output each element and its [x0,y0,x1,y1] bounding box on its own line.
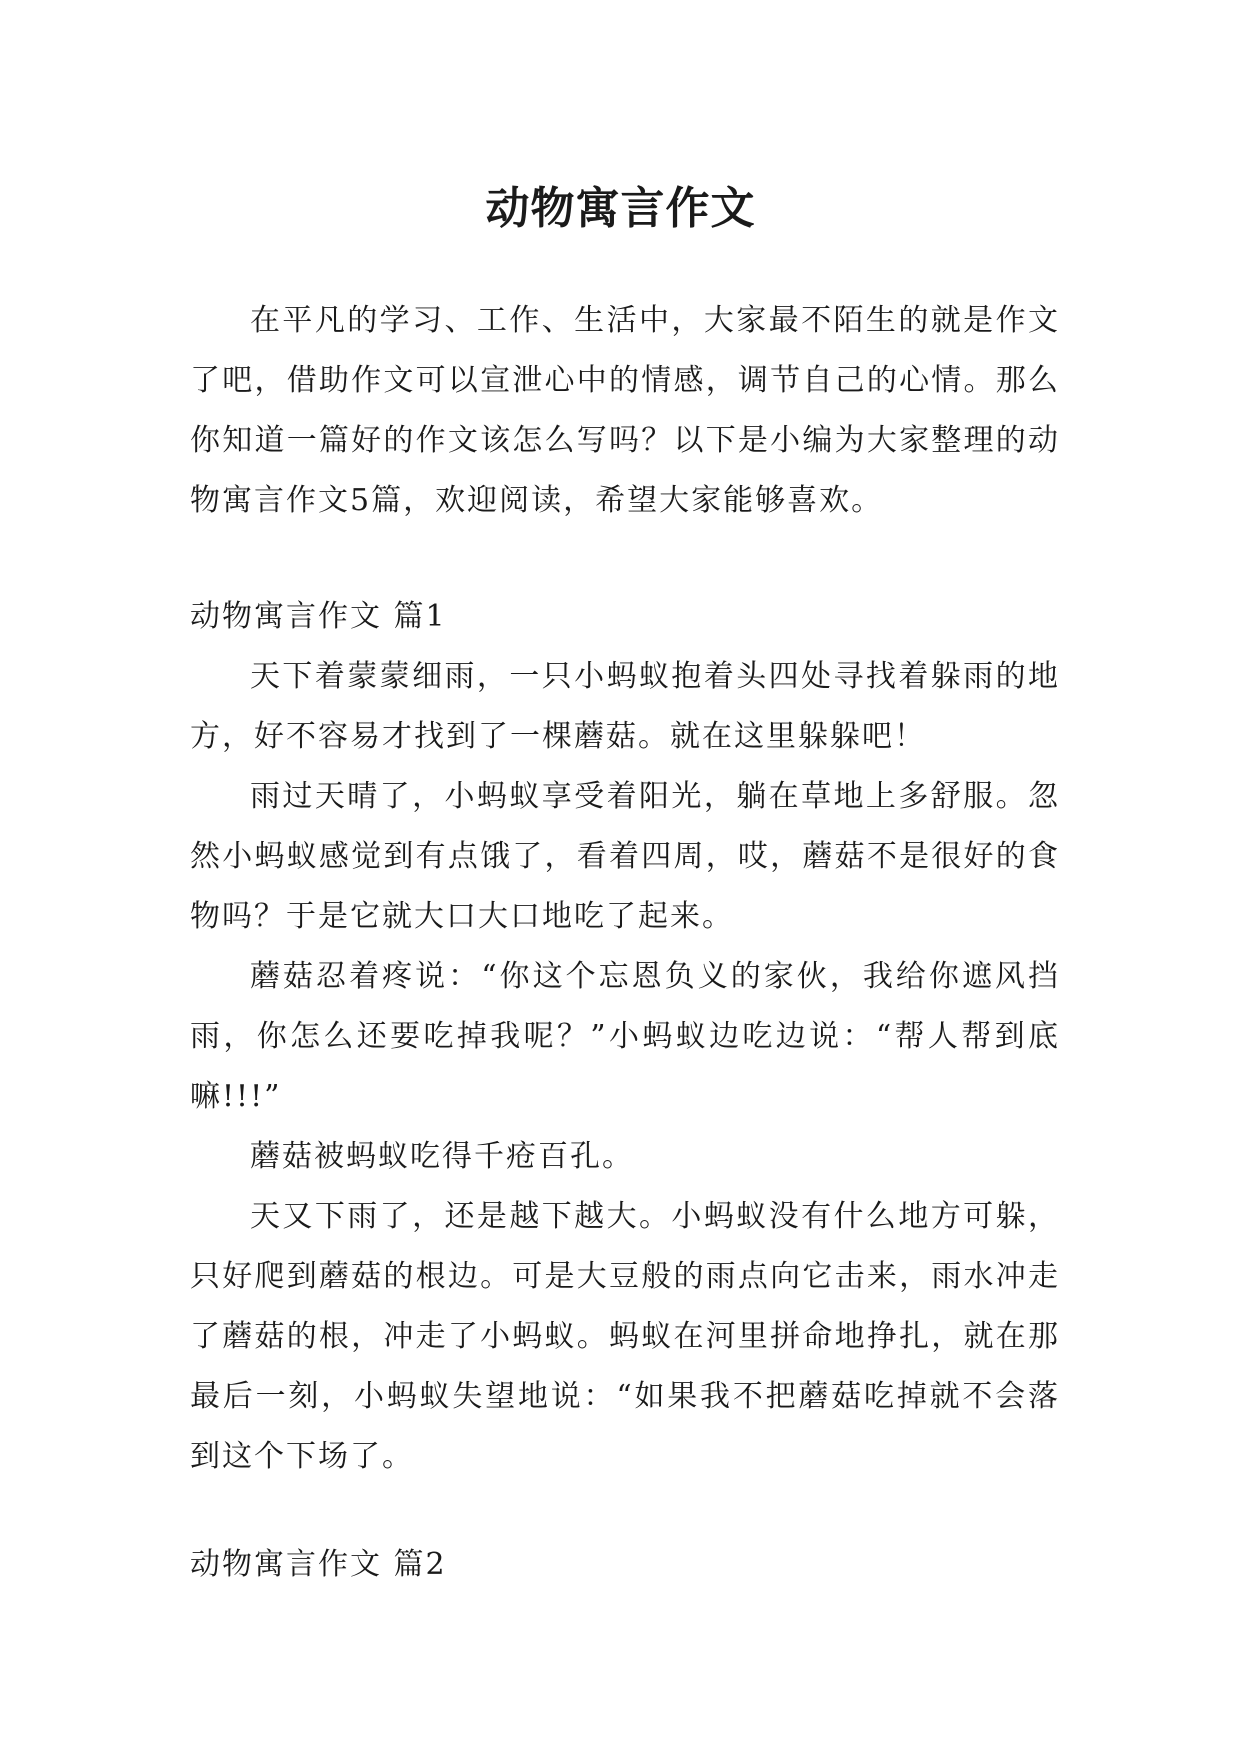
section-heading: 动物寓言作文 篇2 [190,1547,447,1582]
story-paragraph: 蘑菇忍着疼说：“你这个忘恩负义的家伙，我给你遮风挡雨，你怎么还要吃掉我呢？”小蚂蚁边吃边说：“帮人帮到底嘛!!!” [190,959,1060,1114]
document-body [190,291,1060,1595]
story-paragraph: 天下着蒙蒙细雨，一只小蚂蚁抱着头四处寻找着躲雨的地方，好不容易才找到了一棵蘑菇。就在这里躲躲吧！ [190,659,1060,754]
document-title: 动物寓言作文 [485,183,756,235]
story-paragraph: 天又下雨了，还是越下越大。小蚂蚁没有什么地方可躲，只好爬到蘑菇的根边。可是大豆般的雨点向它击来，雨水冲走了蘑菇的根，冲走了小蚂蚁。蚂蚁在河里拼命地挣扎，就在那最后一刻，小蚂蚁失望地说：“如果我不把蘑菇吃掉就不会落到这个下场了。 [190,1199,1060,1474]
story-paragraph: 蘑菇被蚂蚁吃得千疮百孔。 [250,1139,634,1174]
story-paragraph: 雨过天晴了，小蚂蚁享受着阳光，躺在草地上多舒服。忽然小蚂蚁感觉到有点饿了，看着四周，哎，蘑菇不是很好的食物吗？于是它就大口大口地吃了起来。 [190,779,1060,934]
section-2 [190,1535,1060,1595]
section-1 [190,587,1060,1487]
section-heading: 动物寓言作文 篇1 [190,599,447,634]
intro-paragraph: 在平凡的学习、工作、生活中，大家最不陌生的就是作文了吧，借助作文可以宣泄心中的情感，调节自己的心情。那么你知道一篇好的作文该怎么写吗？以下是小编为大家整理的动物寓言作文5篇，欢迎阅读，希望大家能够喜欢。 [190,303,1060,518]
